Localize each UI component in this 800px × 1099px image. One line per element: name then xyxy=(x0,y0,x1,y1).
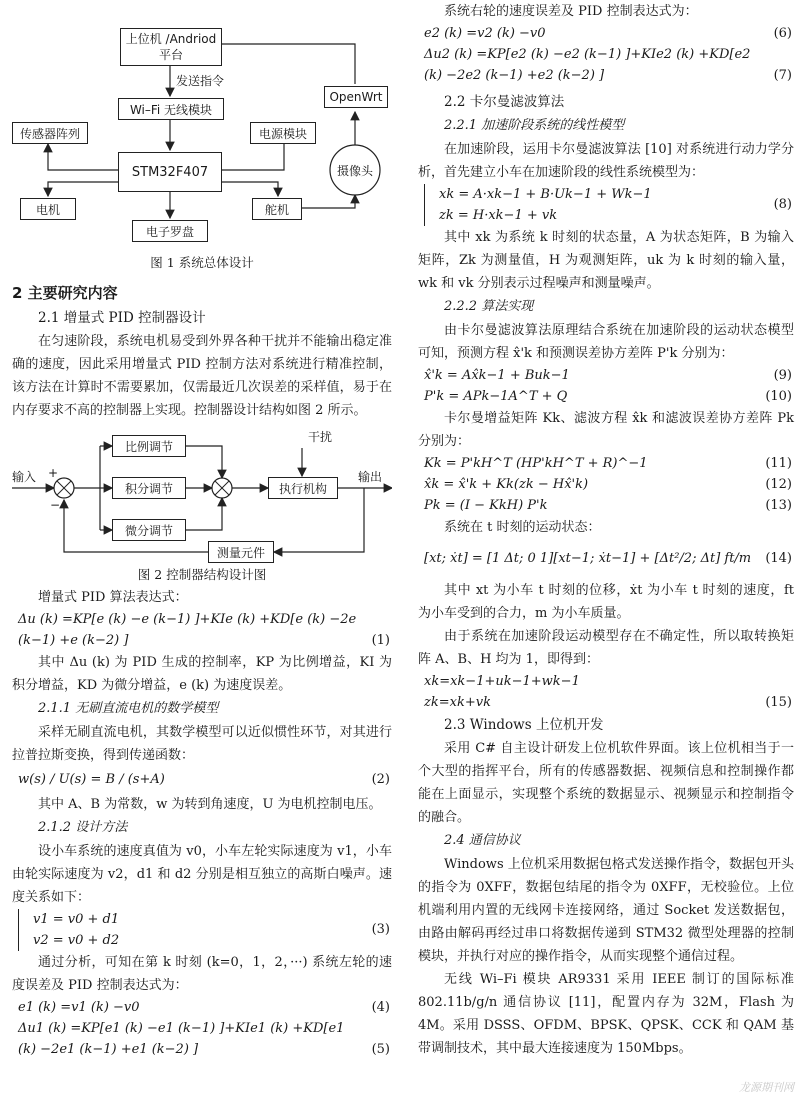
measurement-box: 测量元件 xyxy=(208,541,274,563)
servo-box: 舵机 xyxy=(252,198,302,220)
section-2-1-1-heading: 2.1.1 无刷直流电机的数学模型 xyxy=(38,701,219,716)
equation-5-line-1: Δu1 (k) =KP[e1 (k) −e1 (k−1) ]+KIe1 (k) +KD[e1 xyxy=(18,1021,345,1036)
equation-12-number: (12) xyxy=(765,477,792,492)
equation-11-number: (11) xyxy=(765,456,792,471)
equation-15-line-2: zk=xk+vk xyxy=(424,695,491,710)
para-pid-terms: 其中 Δu (k) 为 PID 生成的控制率，KP 为比例增益，KI 为积分增益，KD 为微分增益，e (k) 为速度误差。 xyxy=(12,655,392,693)
watermark-logo: 龙源期刊网 xyxy=(739,1081,794,1094)
equation-5-line-2: (k) −2e1 (k−1) +e1 (k−2) ] xyxy=(18,1042,199,1057)
equation-3-line-1: v1 = v0 + d1 xyxy=(33,912,120,927)
disturbance-label: 干扰 xyxy=(308,430,333,444)
para-2-1: 在匀速阶段，系统电机易受到外界各种干扰并不能输出稳定准确的速度，因此采用增量式 PID 控制方法对系统进行精准控制，该方法在计算时不需要累加，仅需最近几次误差的采样值，易于在内存要求不高的控制器上实现。控制器设计结构如图 2 所示。 xyxy=(12,334,392,418)
section-2-1-heading: 2.1 增量式 PID 控制器设计 xyxy=(38,310,206,326)
para-state-vars: 其中 xk 为系统 k 时刻的状态量，A 为状态矩阵，B 为输入矩阵，Zk 为测量值，H 为观测矩阵，uk 为 k 时刻的输入量，wk 和 vk 分别表示过程噪声和测量噪声。 xyxy=(418,230,794,291)
section-2-2-2-heading: 2.2.2 算法实现 xyxy=(444,299,534,314)
equation-1-line-2: (k−1) +e (k−2) ] xyxy=(18,633,129,648)
figure-2-caption: 图 2 控制器结构设计图 xyxy=(137,567,267,582)
left-column xyxy=(12,0,392,1060)
motor-box: 电机 xyxy=(20,198,76,220)
proportional-box: 比例调节 xyxy=(112,435,186,457)
equation-13 xyxy=(418,495,794,516)
equation-9-body: x̂'k = Ax̂k−1 + Buk−1 xyxy=(424,368,570,383)
equation-9-number: (9) xyxy=(773,368,792,383)
equation-11-body: Kk = P'kH^T (HP'kH^T + R)^−1 xyxy=(424,456,648,471)
equation-14 xyxy=(418,539,794,579)
equation-6-number: (6) xyxy=(773,26,792,41)
equation-14-number: (14) xyxy=(765,551,792,566)
equation-2 xyxy=(12,767,392,793)
equation-14-body: [xt; ẋt] = [1 Δt; 0 1][xt−1; ẋt−1] + [Δt²/2; Δt] ft/m xyxy=(424,551,752,566)
section-2-3-heading: 2.3 Windows 上位机开发 xyxy=(444,717,604,733)
para-speed-relation: 设小车系统的速度真值为 v0，小车左轮实际速度为 v1，小车由轮实际速度为 v2，d1 和 d2 分别是相互独立的高斯白噪声。速度关系如下： xyxy=(12,844,392,905)
input-label: 输入 xyxy=(12,470,37,484)
equation-2-body: w(s) / U(s) = B / (s+A) xyxy=(18,772,165,787)
para-linear-model: 在加速阶段，运用卡尔曼滤波算法 [10] 对系统进行动力学分析，首先建立小车在加速阶段的线性系统模型为： xyxy=(418,142,794,180)
section-2-2-1-heading: 2.2.1 加速阶段系统的线性模型 xyxy=(444,118,625,133)
para-pid-expression: 增量式 PID 算法表达式： xyxy=(38,590,188,605)
equation-1 xyxy=(12,609,392,651)
equation-10-body: P'k = APk−1A^T + Q xyxy=(424,389,568,404)
equation-1-line-1: Δu (k) =KP[e (k) −e (k−1) ]+KIe (k) +KD[e (k) −2e xyxy=(18,612,357,627)
equation-3-line-2: v2 = v0 + d2 xyxy=(33,933,120,948)
stm32-box: STM32F407 xyxy=(118,152,222,192)
equation-3 xyxy=(18,909,392,951)
equation-7 xyxy=(418,44,794,86)
section-2-2-heading: 2.2 卡尔曼滤波算法 xyxy=(444,94,565,110)
upper-computer-box: 上位机 /Andriod 平台 xyxy=(120,28,222,66)
para-motion-state: 系统在 t 时刻的运动状态： xyxy=(444,520,601,535)
para-motor-model: 采样无刷直流电机，其数学模型可以近似惯性环节，对其进行拉普拉斯变换，得到传递函数： xyxy=(12,725,392,763)
right-column xyxy=(418,0,794,1060)
equation-10-number: (10) xyxy=(765,389,792,404)
equation-8 xyxy=(424,184,794,226)
send-command-label: 发送指令 xyxy=(176,74,225,88)
minus-sign: − xyxy=(50,498,61,512)
equation-4-number: (4) xyxy=(371,1000,390,1015)
equation-15-line-1: xk=xk−1+uk−1+wk−1 xyxy=(424,674,580,689)
figure-2-controller-diagram xyxy=(12,428,392,564)
wifi-module-box: Wi–Fi 无线模块 xyxy=(118,98,224,120)
equation-1-number: (1) xyxy=(371,633,390,648)
openwrt-box: OpenWrt xyxy=(324,86,388,108)
output-label: 输出 xyxy=(358,470,383,484)
derivative-box: 微分调节 xyxy=(112,519,186,541)
para-protocol: Windows 上位机采用数据包格式发送操作指令，数据包开头的指令为 0XFF，数据包结尾的指令为 0XFF，无校验位。上位机端利用内置的无线网卡连接网络，通过 Socket 发送数据包，由路由解码再经过串口将数据传递到 STM32 微型处理器的控制模块，并执行对应的操作指令，从而实现整个通信过程。 xyxy=(418,857,794,964)
para-right-wheel: 系统右轮的速度误差及 PID 控制表达式为： xyxy=(444,4,698,19)
equation-5-number: (5) xyxy=(371,1042,390,1057)
equation-2-number: (2) xyxy=(371,772,390,787)
equation-9 xyxy=(418,365,794,386)
equation-11 xyxy=(418,453,794,474)
equation-7-line-2: (k) −2e2 (k−1) +e2 (k−2) ] xyxy=(424,68,605,83)
figure-1-system-diagram xyxy=(12,0,392,252)
compass-box: 电子罗盘 xyxy=(132,220,208,242)
para-prediction: 由卡尔曼滤波算法原理结合系统在加速阶段的运动状态模型可知，预测方程 x̂'k 和预测误差协方差阵 P'k 分别为： xyxy=(418,323,794,361)
equation-15-number: (15) xyxy=(765,695,792,710)
para-windows-dev: 采用 C# 自主设计研发上位机软件界面。该上位机相当于一个大型的指挥平台，所有的传感器数据、视频信息和控制操作都能在上面显示，实现整个系统的数据显示、视频显示和控制指令的融合。 xyxy=(418,741,794,825)
equation-6-body: e2 (k) =v2 (k) −v0 xyxy=(424,26,546,41)
para-uncertainty: 由于系统在加速阶段运动模型存在不确定性，所以取转换矩阵 A、B、H 均为 1，即得到： xyxy=(418,629,794,667)
equation-4 xyxy=(12,997,392,1018)
sensor-array-box: 传感器阵列 xyxy=(12,122,88,144)
equation-4-body: e1 (k) =v1 (k) −v0 xyxy=(18,1000,140,1015)
para-displacement: 其中 xt 为小车 t 时刻的位移，ẋt 为小车 t 时刻的速度，ft 为小车受到的合力，m 为小车质量。 xyxy=(418,583,794,621)
plus-sign: + xyxy=(48,466,59,480)
equation-10 xyxy=(418,386,794,407)
actuator-box: 执行机构 xyxy=(268,477,338,499)
equation-7-line-1: Δu2 (k) =KP[e2 (k) −e2 (k−1) ]+KIe2 (k) +KD[e2 xyxy=(424,47,751,62)
equation-8-line-2: zk = H·xk−1 + vk xyxy=(439,208,558,223)
para-left-wheel: 通过分析，可知在第 k 时刻 (k=0，1，2，···) 系统左轮的速度误差及 PID 控制表达式为： xyxy=(12,955,392,993)
equation-13-body: Pk = (I − KkH) P'k xyxy=(424,498,548,513)
equation-13-number: (13) xyxy=(765,498,792,513)
equation-12 xyxy=(418,474,794,495)
section-2-1-2-heading: 2.1.2 设计方法 xyxy=(38,820,128,835)
camera-label: 摄像头 xyxy=(337,164,374,178)
equation-8-line-1: xk = A·xk−1 + B·Uk−1 + Wk−1 xyxy=(439,187,652,202)
equation-8-number: (8) xyxy=(773,197,792,212)
figure-1-caption: 图 1 系统总体设计 xyxy=(150,255,254,270)
equation-3-number: (3) xyxy=(371,922,390,937)
section-2-heading: 2 主要研究内容 xyxy=(12,284,118,302)
equation-6 xyxy=(418,23,794,44)
equation-5 xyxy=(12,1018,392,1060)
section-2-4-heading: 2.4 通信协议 xyxy=(444,833,521,848)
para-motor-constants: 其中 A、B 为常数，w 为转到角速度，U 为电机控制电压。 xyxy=(38,797,382,812)
power-module-box: 电源模块 xyxy=(250,122,316,144)
equation-15 xyxy=(418,671,794,713)
para-kalman-gain: 卡尔曼增益矩阵 Kk、滤波方程 x̂k 和滤波误差协方差阵 Pk 分别为： xyxy=(418,411,794,449)
integral-box: 积分调节 xyxy=(112,477,186,499)
equation-12-body: x̂k = x̂'k + Kk(zk − Hx̂'k) xyxy=(424,477,589,492)
para-wifi-module: 无线 Wi–Fi 模块 AR9331 采用 IEEE 制订的国际标准 802.11b/g/n 通信协议 [11]，配置内存为 32M，Flash 为 4M。采用 DSSS、OFDM、BPSK、QPSK、CCK 和 QAM 基带调制技术，其中最大连接速度为 150Mbps。 xyxy=(418,972,794,1056)
equation-7-number: (7) xyxy=(773,68,792,83)
